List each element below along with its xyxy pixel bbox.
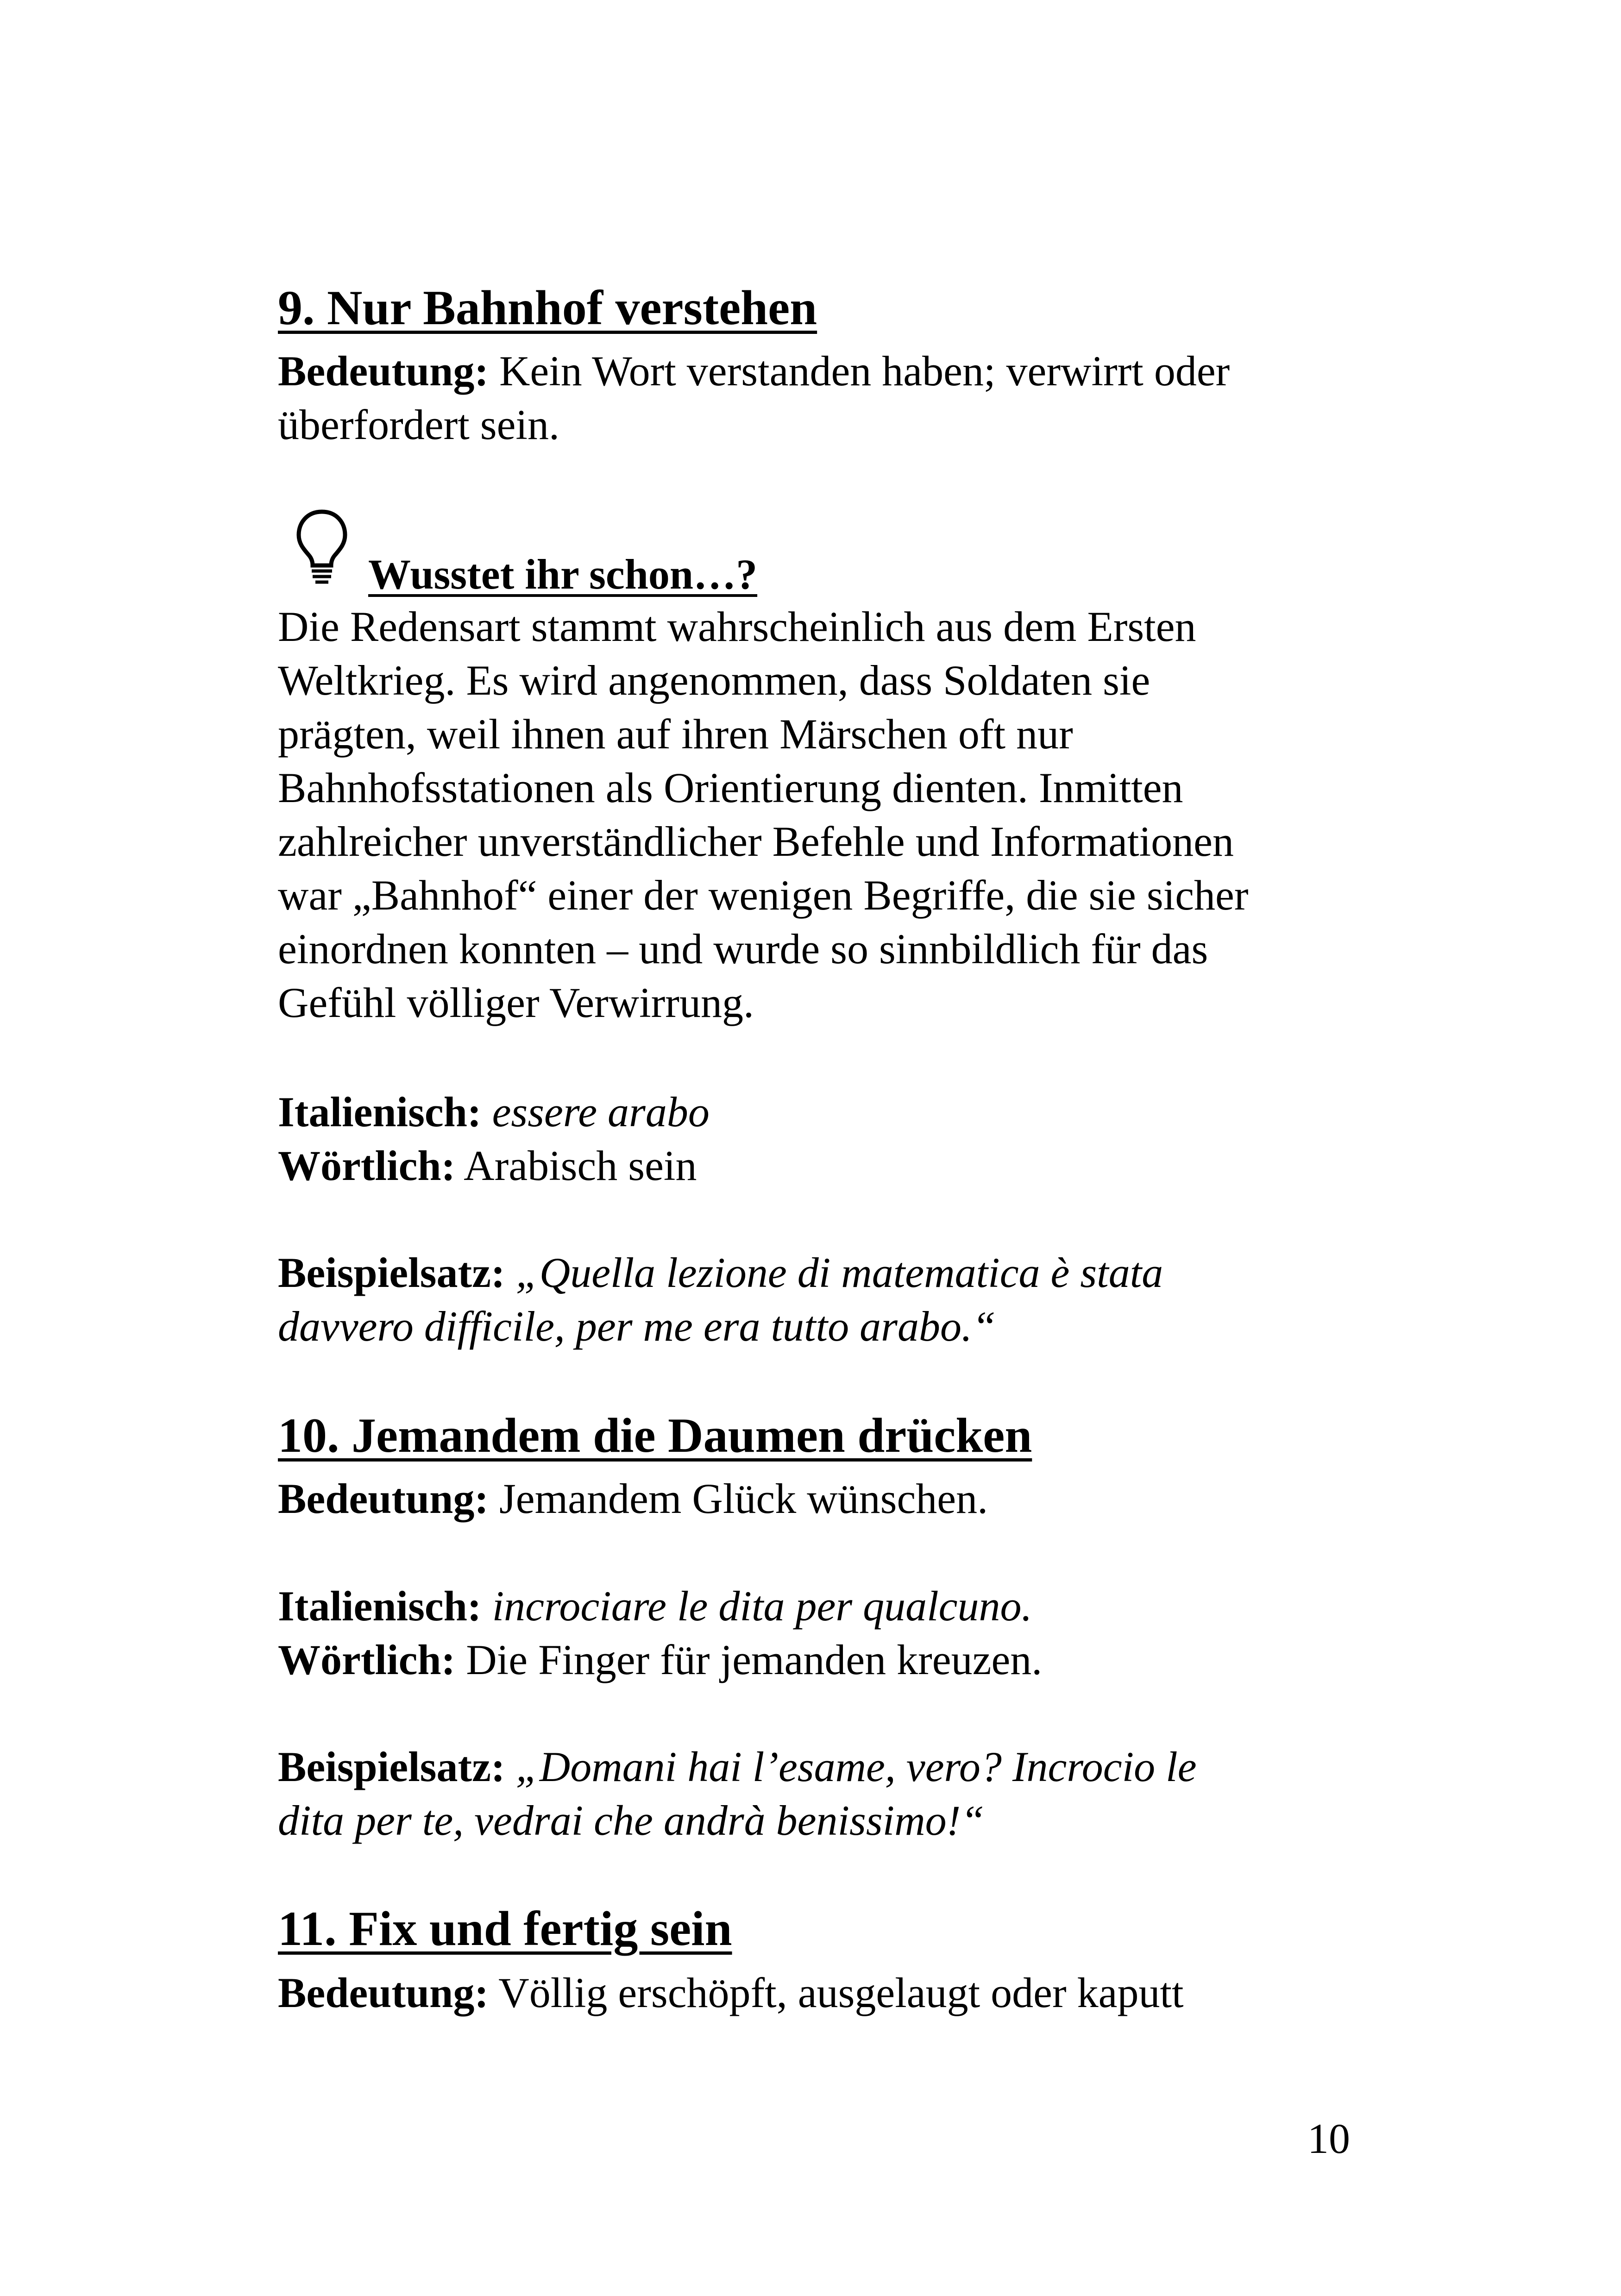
tip-body xyxy=(278,600,1389,1029)
section-heading: 10. Jemandem die Daumen drücken xyxy=(278,1408,1032,1462)
section-9-example xyxy=(278,1246,1389,1353)
literal-label: Wörtlich: xyxy=(278,1636,456,1683)
meaning-text: überfordert sein. xyxy=(278,401,559,448)
tip-line: einordnen konnten – und wurde so sinnbildlich für das xyxy=(278,925,1208,972)
tip-line: war „Bahnhof“ einer der wenigen Begriffe, die sie sicher xyxy=(278,872,1249,919)
section-heading: 11. Fix und fertig sein xyxy=(278,1901,732,1956)
section-9 xyxy=(278,280,1389,336)
section-10-meaning xyxy=(278,1472,1389,1525)
section-9-meaning xyxy=(278,344,1389,452)
italian-label: Italienisch: xyxy=(278,1088,482,1135)
literal-text: Arabisch sein xyxy=(455,1142,697,1189)
lightbulb-icon xyxy=(294,507,350,586)
tip-line: Bahnhofsstationen als Orientierung dienten. Inmitten xyxy=(278,764,1183,811)
section-10-example xyxy=(278,1740,1389,1847)
page-number: 10 xyxy=(1307,2115,1350,2162)
meaning-label: Bedeutung: xyxy=(278,347,489,395)
example-text: dita per te, vedrai che andrà benissimo!“ xyxy=(278,1797,985,1844)
literal-label: Wörtlich: xyxy=(278,1142,456,1189)
example-text: „Domani hai l’esame, vero? Incrocio le xyxy=(505,1743,1197,1790)
tip-line: Gefühl völliger Verwirrung. xyxy=(278,979,754,1026)
tip-title: Wusstet ihr schon…? xyxy=(368,551,758,598)
italian-text: incrociare le dita per qualcuno. xyxy=(481,1582,1032,1630)
meaning-label: Bedeutung: xyxy=(278,1475,489,1522)
meaning-text: Kein Wort verstanden haben; verwirrt oder xyxy=(488,347,1230,395)
italian-label: Italienisch: xyxy=(278,1582,482,1630)
italian-text: essere arabo xyxy=(481,1088,710,1135)
literal-text: Die Finger für jemanden kreuzen. xyxy=(455,1636,1043,1683)
tip-line: zahlreicher unverständlicher Befehle und Informationen xyxy=(278,818,1234,865)
section-9-translation xyxy=(278,1085,1389,1192)
meaning-text: Jemandem Glück wünschen. xyxy=(488,1475,988,1522)
section-heading: 9. Nur Bahnhof verstehen xyxy=(278,281,817,335)
example-text: „Quella lezione di matematica è stata xyxy=(505,1249,1163,1296)
tip-line: prägten, weil ihnen auf ihren Märschen oft nur xyxy=(278,710,1073,758)
meaning-text: Völlig erschöpft, ausgelaugt oder kaputt xyxy=(488,1969,1184,2016)
example-text: davvero difficile, per me era tutto arabo.“ xyxy=(278,1303,996,1350)
example-label: Beispielsatz: xyxy=(278,1249,505,1296)
example-label: Beispielsatz: xyxy=(278,1743,505,1790)
section-11 xyxy=(278,1901,1389,1957)
section-10-translation xyxy=(278,1579,1389,1687)
meaning-label: Bedeutung: xyxy=(278,1969,489,2016)
tip-line: Die Redensart stammt wahrscheinlich aus dem Ersten xyxy=(278,603,1196,650)
tip-line: Weltkrieg. Es wird angenommen, dass Soldaten sie xyxy=(278,657,1150,704)
section-10 xyxy=(278,1408,1389,1463)
section-11-meaning xyxy=(278,1966,1389,2020)
